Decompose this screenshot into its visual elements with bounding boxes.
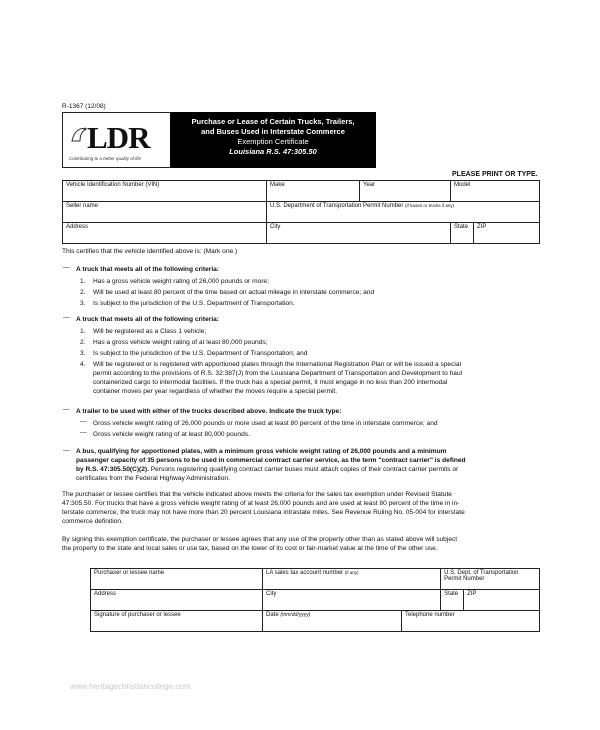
title-line-1: Purchase or Lease of Certain Trucks, Trailers,: [191, 117, 355, 126]
seller-state-field[interactable]: State: [451, 223, 474, 244]
section2-item4-cont: permit according to the provisions of R.S. 32:387(J) from the Louisiana Department of Transportation and Development to haul: [93, 370, 463, 377]
title-line-4: Louisiana R.S. 47:305.50: [229, 147, 317, 156]
seller-name-field[interactable]: Seller name: [63, 202, 267, 223]
print-instruction: PLEASE PRINT OR TYPE.: [452, 171, 538, 178]
purchaser-city-field[interactable]: City: [263, 590, 441, 611]
signature-field[interactable]: Signature of purchaser or lessee: [91, 611, 263, 632]
purchaser-info-table: [90, 568, 540, 632]
agreement-paragraph: By signing this exemption certificate, the purchaser or lessee agrees that any use of the property other than as stated above will subject: [62, 536, 458, 543]
year-field[interactable]: Year: [360, 181, 451, 202]
certification-paragraph: terstate commerce, the truck may not have more than 20 percent Louisiana intrastate miles. See Revenue Ruling No. 05-004 for interstate: [62, 509, 465, 516]
section3-option2-checkbox[interactable]: __: [80, 427, 87, 433]
ldr-logo: [62, 112, 170, 168]
list-item: 3. Is subject to the jurisdiction of the U.S. Department of Transportation; and: [80, 350, 308, 357]
certification-paragraph: commerce definition.: [62, 518, 123, 525]
make-field[interactable]: Make: [267, 181, 360, 202]
section3-option2: Gross vehicle weight rating of at least 80,000 pounds.: [93, 431, 250, 438]
purchaser-state-field[interactable]: State: [441, 590, 464, 611]
section1-checkbox[interactable]: __: [63, 262, 70, 268]
section3-option1-checkbox[interactable]: __: [80, 416, 87, 422]
section3-heading: A trailer to be used with either of the trucks described above. Indicate the truck type:: [76, 408, 342, 415]
form-number: R-1367 (12/08): [62, 103, 106, 110]
section4-line2: passenger capacity of 35 persons to be used in commercial contract carrier service, as the term "contract carrier" is defined: [76, 457, 466, 464]
list-item: 1. Has a gross vehicle weight rating of 26,000 pounds or more;: [80, 278, 269, 285]
list-item: 4. Will be registered or is registered with apportioned plates through the International Registration Plan or will be issued a special: [80, 361, 461, 368]
certification-paragraph: The purchaser or lessee certifies that the vehicle indicated above meets the criteria for the sales tax exemption under Revised Statute: [62, 491, 452, 498]
vehicle-info-table: [62, 180, 540, 244]
section2-item4-cont: containerized cargo to intermodal facilities. If the truck has a special permit, it must engage in no less than 200 intermodal: [93, 379, 448, 386]
section2-checkbox[interactable]: __: [63, 312, 70, 318]
section4-checkbox[interactable]: __: [63, 445, 70, 451]
title-line-2: and Buses Used in Interstate Commerce: [201, 127, 345, 136]
certifies-statement: This certifies that the vehicle identified above is: (Mark one.): [62, 248, 238, 255]
section2-heading: A truck that meets all of the following criteria:: [76, 316, 220, 323]
watermark: www.heritagechristiancollege.com: [70, 682, 191, 691]
section4-line4: certificates from the Federal Highway Administration.: [76, 475, 230, 482]
list-item: 2. Will be used at least 80 percent of the time based on actual mileage in interstate commerce; and: [80, 289, 375, 296]
date-field[interactable]: Date (mm/dd/yyyy): [263, 611, 402, 632]
logo-tagline: Contributing to a better quality of life: [69, 156, 142, 161]
list-item: 1. Will be registered as a Class 1 vehicle;: [80, 328, 207, 335]
la-account-field[interactable]: LA sales tax account number (if any): [263, 569, 441, 590]
certification-paragraph: 47:305.50. For trucks that have a gross vehicle weight rating of at least 26,000 pounds and are used at least 80 percent of the time in in-: [62, 500, 460, 507]
purchaser-name-field[interactable]: Purchaser or lessee name: [91, 569, 263, 590]
form-title-box: [170, 112, 376, 168]
logo-text: LDR: [87, 120, 150, 155]
list-item: 2. Has a gross vehicle weight rating of at least 80,000 pounds;: [80, 339, 268, 346]
section2-item4-cont: container moves per year regardless of whether the moves require a special permit.: [93, 388, 338, 395]
purchaser-address-field[interactable]: Address: [91, 590, 263, 611]
purchaser-usdot-field[interactable]: U.S. Dept. of Transportation Permit Number: [441, 569, 540, 590]
seller-address-field[interactable]: Address: [63, 223, 267, 244]
purchaser-zip-field[interactable]: ZIP: [464, 590, 540, 611]
section4-line1: A bus, qualifying for apportioned plates, with a minimum gross vehicle weight rating of 26,000 pounds and a minimum: [76, 448, 447, 455]
seller-city-field[interactable]: City: [267, 223, 451, 244]
section1-heading: A truck that meets all of the following criteria:: [76, 266, 220, 273]
usdot-permit-field[interactable]: U.S. Department of Transportation Permit Number (if buses or trucks if any): [267, 202, 540, 223]
model-field[interactable]: Model: [451, 181, 540, 202]
telephone-field[interactable]: Telephone number: [402, 611, 540, 632]
section4-line3: by R.S. 47:305.50(C)(2). Persons registering qualifying contract carrier buses must attach copies of their contract carrier permits or: [76, 466, 459, 473]
section3-option1: Gross vehicle weight rating of 26,000 pounds or more used at least 80 percent of the time in interstate commerce; and: [93, 420, 438, 427]
section3-checkbox[interactable]: __: [63, 404, 70, 410]
vin-field[interactable]: Vehicle Identification Number (VIN): [63, 181, 267, 202]
title-line-3: Exemption Certificate: [237, 137, 309, 146]
agreement-paragraph: the property to the state and local sales or use tax, based on the lower of its cost or fair-market value at the time of the other use.: [62, 545, 438, 552]
list-item: 3. Is subject to the jurisdiction of the U.S. Department of Transportation.: [80, 300, 295, 307]
seller-zip-field[interactable]: ZIP: [474, 223, 540, 244]
